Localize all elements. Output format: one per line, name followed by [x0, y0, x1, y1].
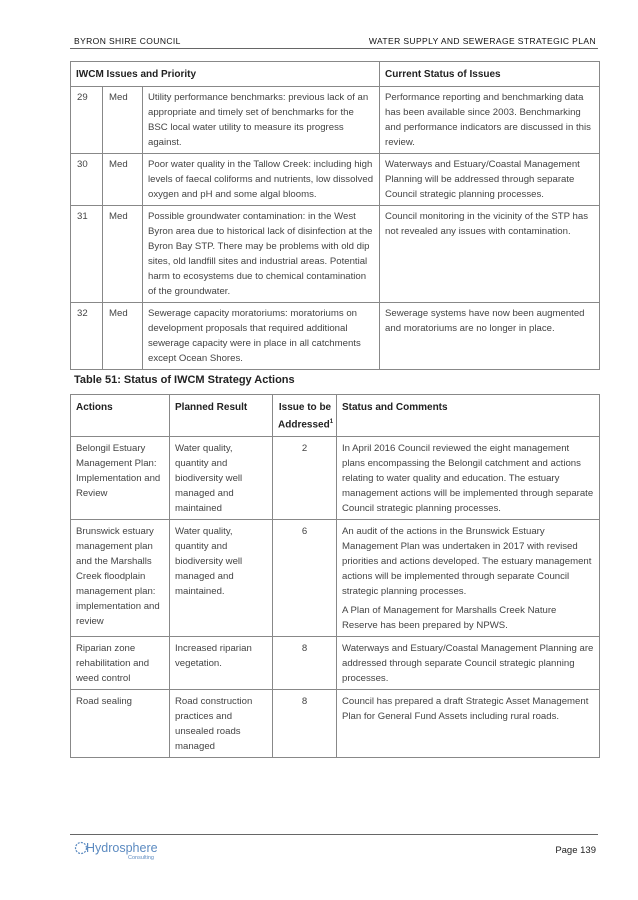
- issue-description: Utility performance benchmarks: previous lack of an appropriate and timely set of benchmarks for the BSC local water utility to measure its progress against.: [143, 87, 380, 154]
- issue-priority: Med: [103, 87, 143, 154]
- col-header-status-comments: Status and Comments: [337, 395, 600, 437]
- issue-number: 30: [71, 154, 103, 206]
- table-header-row: [71, 395, 600, 437]
- issue-priority: Med: [103, 206, 143, 303]
- table-row: [71, 87, 600, 154]
- table-row: [71, 690, 600, 758]
- strategy-actions-table: [70, 394, 600, 758]
- issue-status: Waterways and Estuary/Coastal Management Planning will be addressed through separate Council strategic planning processes.: [380, 154, 600, 206]
- page-number: Page 139: [555, 845, 596, 856]
- issue-description: Sewerage capacity moratoriums: moratoriums on development proposals that required additional sewerage capacity were in place in all catchments except Ocean Shores.: [143, 303, 380, 370]
- issue-addressed: 8: [273, 637, 337, 690]
- col-header-planned-result: Planned Result: [170, 395, 273, 437]
- table-row: [71, 637, 600, 690]
- header-rule: [70, 48, 598, 49]
- issue-description: Possible groundwater contamination: in the West Byron area due to historical lack of disinfection at the Byron Bay STP. There may be problems with old dip sites, old landfill sites and industrial areas. Potential harm to ecosystems due to chemical contamination of the groundwater.: [143, 206, 380, 303]
- status-comments: [337, 637, 600, 690]
- footnote-marker: 1: [329, 419, 334, 425]
- issue-description: Poor water quality in the Tallow Creek: including high levels of faecal coliforms and nutrients, low dissolved oxygen and pH and some algal blooms.: [143, 154, 380, 206]
- status-text-secondary: A Plan of Management for Marshalls Creek Nature Reserve has been prepared by NPWS.: [342, 605, 557, 632]
- action-name: Riparian zone rehabilitation and weed control: [71, 637, 170, 690]
- issue-priority: Med: [103, 303, 143, 370]
- table-header-row: [71, 62, 600, 87]
- issue-number: 32: [71, 303, 103, 370]
- footer-rule: [70, 834, 598, 835]
- table-row: [71, 437, 600, 520]
- table-row: [71, 303, 600, 370]
- planned-result: Road construction practices and unsealed roads managed: [170, 690, 273, 758]
- planned-result: Increased riparian vegetation.: [170, 637, 273, 690]
- col-header-issues: IWCM Issues and Priority: [71, 62, 380, 87]
- issue-addressed: 6: [273, 520, 337, 637]
- planned-result: Water quality, quantity and biodiversity well managed and maintained: [170, 437, 273, 520]
- action-name: Belongil Estuary Management Plan: Implementation and Review: [71, 437, 170, 520]
- issue-status: Council monitoring in the vicinity of the STP has not revealed any issues with contamination.: [380, 206, 600, 303]
- status-text: In April 2016 Council reviewed the eight management plans encompassing the Belongil catchment and actions relating to water quality and education. The estuary management actions will be implemented through separate Council strategic planning processes.: [342, 443, 594, 515]
- logo-name: Hydrosphere: [86, 841, 158, 855]
- col-header-actions: Actions: [71, 395, 170, 437]
- col-header-issue-label: Issue to be Addressed: [278, 402, 332, 431]
- table-row: [71, 520, 600, 637]
- status-comments: [337, 690, 600, 758]
- planned-result: Water quality, quantity and biodiversity well managed and maintained.: [170, 520, 273, 637]
- logo-subtitle: Consulting: [128, 855, 154, 861]
- status-text: An audit of the actions in the Brunswick Estuary Management Plan was undertaken in 2017 with revised priorities and actions developed. The estuary management actions will be implemented through separate Council strategic planning processes.: [342, 526, 592, 598]
- status-comments: [337, 437, 600, 520]
- col-header-issue-addressed: [273, 395, 337, 437]
- header-document-title: WATER SUPPLY AND SEWERAGE STRATEGIC PLAN: [368, 36, 596, 46]
- status-comments: [337, 520, 600, 637]
- action-name: Road sealing: [71, 690, 170, 758]
- issue-priority: Med: [103, 154, 143, 206]
- iwcm-issues-table: [70, 61, 600, 370]
- table-caption: Table 51: Status of IWCM Strategy Actions: [74, 374, 295, 386]
- col-header-status: Current Status of Issues: [380, 62, 600, 87]
- table-row: [71, 206, 600, 303]
- issue-number: 29: [71, 87, 103, 154]
- status-text: Council has prepared a draft Strategic Asset Management Plan for General Fund Assets including rural roads.: [342, 696, 589, 723]
- issue-number: 31: [71, 206, 103, 303]
- issue-status: Performance reporting and benchmarking data has been available since 2003. Benchmarking and performance indicators are discussed in this review.: [380, 87, 600, 154]
- action-name: Brunswick estuary management plan and the Marshalls Creek floodplain management plan: implementation and review: [71, 520, 170, 637]
- issue-addressed: 8: [273, 690, 337, 758]
- status-text: Waterways and Estuary/Coastal Management Planning are addressed through separate Council strategic planning processes.: [342, 643, 594, 685]
- issue-status: Sewerage systems have now been augmented and moratoriums are no longer in place.: [380, 303, 600, 370]
- issue-addressed: 2: [273, 437, 337, 520]
- table-row: [71, 154, 600, 206]
- header-council-name: BYRON SHIRE COUNCIL: [74, 36, 181, 46]
